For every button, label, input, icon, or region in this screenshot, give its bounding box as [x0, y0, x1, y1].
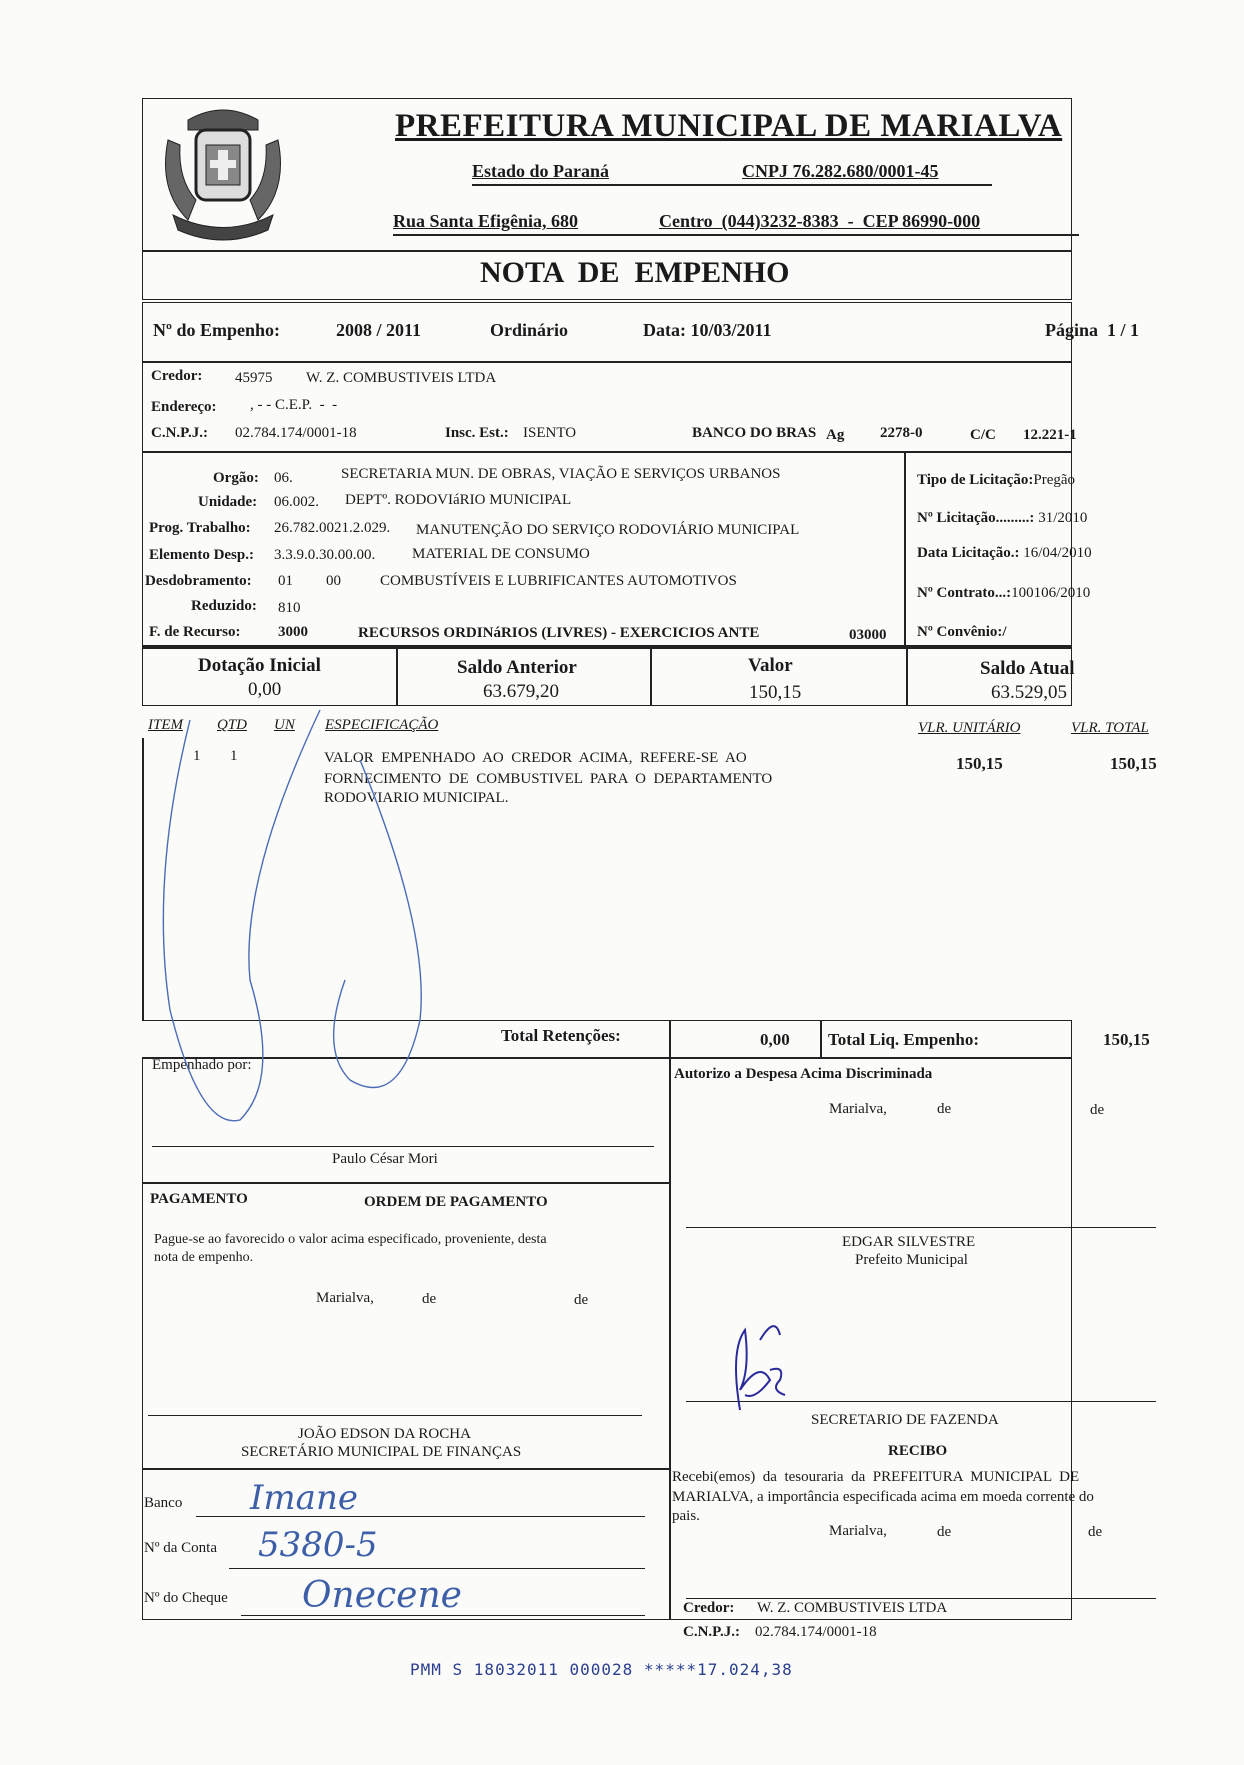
coat-of-arms-logo: [148, 100, 298, 250]
orgao-label: Orgão:: [213, 470, 259, 486]
conta-handwritten: 5380-5: [258, 1525, 378, 1565]
liquido-label: Total Liq. Empenho:: [828, 1030, 979, 1049]
table-row-item: 1: [193, 748, 201, 764]
pagamento-text1: Pague-se ao favorecido o valor acima especificado, proveniente, desta: [154, 1232, 547, 1247]
empenho-number: 2008 / 2011: [336, 320, 422, 340]
empenho-date: Data: 10/03/2011: [643, 320, 772, 340]
endereco-label: Endereço:: [151, 399, 217, 415]
saldo-atual-value: 63.529,05: [991, 682, 1067, 703]
desdobramento-code1: 01: [278, 573, 293, 589]
licitacao-tipo-label: Tipo de Licitação:Pregão: [917, 472, 1076, 488]
orgao-value: SECRETARIA MUN. DE OBRAS, VIAÇÃO E SERVIÇOS URBANOS: [341, 466, 781, 482]
recibo-cnpj-value: 02.784.174/0001-18: [755, 1624, 877, 1640]
recibo-credor-value: W. Z. COMBUSTIVEIS LTDA: [757, 1600, 948, 1616]
recurso-label: F. de Recurso:: [149, 624, 241, 640]
table-row-desc3: RODOVIARIO MUNICIPAL.: [324, 790, 509, 806]
liquido-value: 150,15: [1103, 1030, 1150, 1049]
agencia-label: Ag: [826, 427, 845, 443]
retencoes-value: 0,00: [760, 1030, 790, 1049]
banco-label: Banco: [144, 1495, 183, 1511]
table-row-qtd: 1: [230, 748, 238, 764]
desdobramento-label: Desdobramento:: [145, 573, 252, 589]
bank-stamp: PMM S 18032011 000028 *****17.024,38: [410, 1660, 793, 1679]
dotacao-inicial-label: Dotação Inicial: [198, 655, 321, 676]
prefeito-role: Prefeito Municipal: [855, 1252, 968, 1268]
pagamento-text2: nota de empenho.: [154, 1250, 254, 1265]
orgao-code: 06.: [274, 470, 293, 486]
credor-name: W. Z. COMBUSTIVEIS LTDA: [306, 370, 497, 386]
financas-name: JOÃO EDSON DA ROCHA: [298, 1426, 471, 1442]
recibo-text2: MARIALVA, a importância especificada acima em moeda corrente do: [672, 1489, 1094, 1505]
credor-code: 45975: [235, 370, 273, 386]
retencoes-label: Total Retenções:: [501, 1026, 621, 1045]
prog-label: Prog. Trabalho:: [149, 520, 251, 536]
document-title: NOTA DE EMPENHO: [480, 256, 790, 289]
page-number: Página 1 / 1: [1045, 320, 1140, 340]
col-un: UN: [274, 717, 295, 733]
licitacao-data-label: Data Licitação.: 16/04/2010: [917, 545, 1092, 561]
convenio-label: Nº Convênio:/: [917, 624, 1007, 640]
credor-label: Credor:: [151, 368, 203, 384]
contrato-label: Nº Contrato...:100106/2010: [917, 585, 1091, 601]
autorizo-de2: de: [1090, 1102, 1105, 1118]
licitacao-num-label: Nº Licitação.........: 31/2010: [917, 510, 1088, 526]
reduzido-value: 810: [278, 600, 301, 616]
credor-cnpj-label: C.N.P.J.:: [151, 425, 208, 441]
header-title: PREFEITURA MUNICIPAL DE MARIALVA: [395, 108, 1063, 144]
agencia-value: 2278-0: [880, 425, 923, 441]
col-qtd: QTD: [217, 717, 248, 733]
cheque-label: Nº do Cheque: [144, 1590, 228, 1606]
header-cnpj: CNPJ 76.282.680/0001-45: [742, 161, 939, 181]
reduzido-label: Reduzido:: [191, 598, 257, 614]
credor-cnpj: 02.784.174/0001-18: [235, 425, 357, 441]
recibo-text1: Recebi(emos) da tesouraria da PREFEITURA MUNICIPAL DE: [672, 1469, 1080, 1485]
signature-secretario: [700, 1310, 820, 1420]
col-vlr-unitario: VLR. UNITÁRIO: [918, 720, 1021, 736]
table-row-desc1: VALOR EMPENHADO AO CREDOR ACIMA, REFERE-SE AO: [324, 750, 747, 766]
empenho-label: Nº do Empenho:: [153, 320, 280, 340]
saldo-anterior-value: 63.679,20: [483, 681, 559, 702]
valor-label: Valor: [748, 655, 793, 676]
col-especificacao: ESPECIFICAÇÃO: [325, 717, 439, 733]
prog-value: MANUTENÇÃO DO SERVIÇO RODOVIÁRIO MUNICIPAL: [416, 522, 800, 538]
cc-value: 12.221-1: [1023, 427, 1077, 443]
recibo-credor-label: Credor:: [683, 1600, 735, 1616]
recibo-title: RECIBO: [888, 1443, 948, 1459]
recurso-code2: 03000: [849, 627, 887, 643]
col-item: ITEM: [148, 717, 183, 733]
recurso-code: 3000: [278, 624, 308, 640]
header-address: Rua Santa Efigênia, 680: [393, 211, 579, 231]
endereco-value: , - - C.E.P. - -: [250, 397, 338, 413]
conta-label: Nº da Conta: [144, 1540, 217, 1556]
banco-name: BANCO DO BRAS: [692, 425, 817, 441]
table-row-total: 150,15: [1110, 754, 1157, 773]
pagamento-label: PAGAMENTO: [150, 1191, 248, 1207]
contrato-value: 100106/2010: [1011, 585, 1091, 601]
elemento-value: MATERIAL DE CONSUMO: [412, 546, 590, 562]
unidade-code: 06.002.: [274, 494, 319, 510]
desdobramento-code2: 00: [326, 573, 341, 589]
saldo-atual-label: Saldo Atual: [980, 658, 1075, 679]
autorizo-marialva: Marialva,: [829, 1101, 887, 1117]
prefeito-name: EDGAR SILVESTRE: [842, 1234, 976, 1250]
recibo-cnpj-label: C.N.P.J.:: [683, 1624, 740, 1640]
table-row-desc2: FORNECIMENTO DE COMBUSTIVEL PARA O DEPARTAMENTO: [324, 771, 773, 787]
dotacao-inicial-value: 0,00: [248, 679, 282, 700]
insc-value: ISENTO: [523, 425, 577, 441]
desdobramento-value: COMBUSTÍVEIS E LUBRIFICANTES AUTOMOTIVOS: [380, 573, 737, 589]
licitacao-tipo-value: Pregão: [1033, 472, 1076, 488]
pagamento-marialva: Marialva,: [316, 1290, 374, 1306]
autorizo-de1: de: [937, 1101, 952, 1117]
ordem-pagamento-label: ORDEM DE PAGAMENTO: [364, 1194, 548, 1210]
pagamento-de2: de: [574, 1292, 589, 1308]
recibo-text3: pais.: [672, 1508, 700, 1524]
empenhado-name: Paulo César Mori: [332, 1151, 438, 1167]
valor-value: 150,15: [749, 682, 802, 703]
secretario-fazenda: SECRETARIO DE FAZENDA: [811, 1412, 999, 1428]
table-row-unit: 150,15: [956, 754, 1003, 773]
recurso-value: RECURSOS ORDINáRIOS (LIVRES) - EXERCICIOS ANTE: [358, 625, 760, 641]
unidade-label: Unidade:: [198, 494, 258, 510]
banco-handwritten: Imane: [250, 1478, 358, 1518]
saldo-anterior-label: Saldo Anterior: [457, 657, 577, 678]
empenho-info-box: [142, 302, 1072, 362]
autorizo-label: Autorizo a Despesa Acima Discriminada: [674, 1066, 933, 1082]
signature-scribble: [130, 680, 470, 1150]
elemento-code: 3.3.9.0.30.00.00.: [274, 547, 376, 563]
header-phone: Centro (044)3232-8383 - CEP 86990-000: [659, 211, 981, 231]
financas-role: SECRETÁRIO MUNICIPAL DE FINANÇAS: [241, 1444, 522, 1460]
insc-label: Insc. Est.:: [445, 425, 509, 441]
cc-label: C/C: [970, 427, 996, 443]
unidade-value: DEPTº. RODOVIáRIO MUNICIPAL: [345, 492, 572, 508]
licitacao-num-value: 31/2010: [1038, 510, 1088, 526]
recibo-de1: de: [937, 1524, 952, 1540]
pagamento-de1: de: [422, 1291, 437, 1307]
recibo-de2: de: [1088, 1524, 1103, 1540]
empenho-type: Ordinário: [490, 320, 569, 340]
licitacao-data-value: 16/04/2010: [1023, 545, 1092, 561]
elemento-label: Elemento Desp.:: [149, 547, 254, 563]
col-vlr-total: VLR. TOTAL: [1071, 720, 1149, 736]
prog-code: 26.782.0021.2.029.: [274, 520, 391, 536]
cheque-handwritten: Onecene: [302, 1575, 462, 1616]
header-state: Estado do Paraná: [472, 161, 610, 181]
recibo-marialva: Marialva,: [829, 1523, 887, 1539]
empenhado-label: Empenhado por:: [152, 1057, 252, 1073]
